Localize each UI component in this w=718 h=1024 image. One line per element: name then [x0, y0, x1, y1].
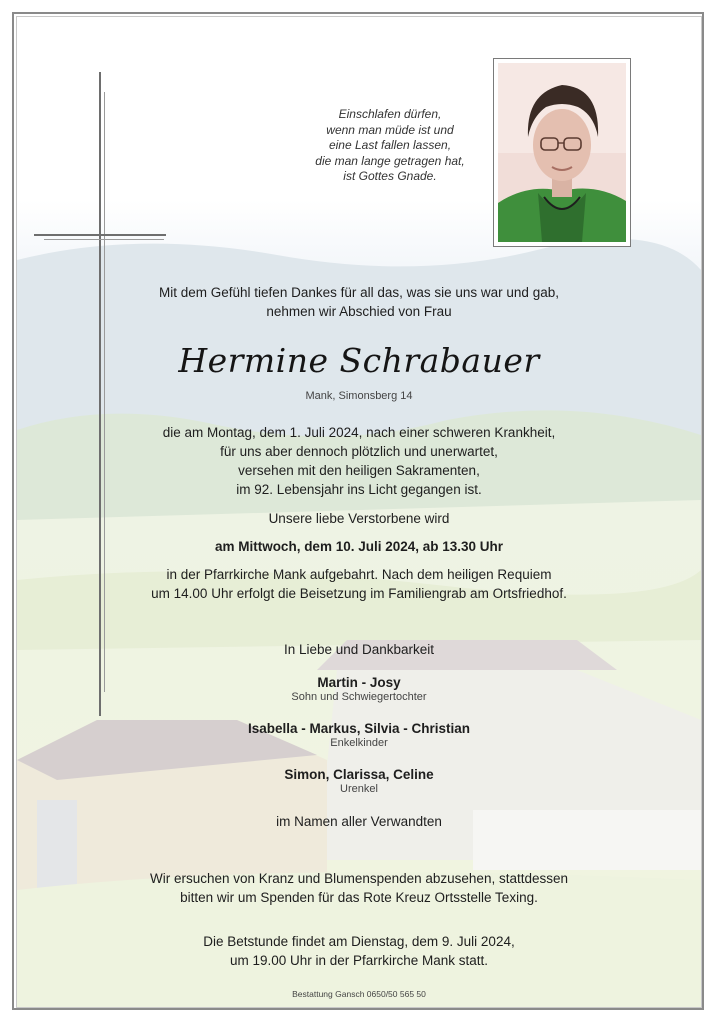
- intro-line: Mit dem Gefühl tiefen Dankes für all das, was sie uns war und gab,: [159, 285, 559, 300]
- prayer-text: [0, 932, 718, 970]
- intro-text: [0, 283, 718, 321]
- viewing-date: am Mittwoch, dem 10. Juli 2024, ab 13.30 Uhr: [214, 539, 504, 554]
- intro-line: nehmen wir Abschied von Frau: [266, 304, 452, 319]
- love-intro: In Liebe und Dankbarkeit: [283, 642, 435, 657]
- mourner-names: Martin - Josy: [317, 675, 401, 690]
- deceased-name: Hermine Schrabauer: [178, 341, 540, 380]
- quote-line: ist Gottes Gnade.: [343, 169, 437, 183]
- death-text: [0, 423, 718, 499]
- quote-line: Einschlafen dürfen,: [338, 107, 442, 121]
- death-line: im 92. Lebensjahr ins Licht gegangen ist.: [236, 482, 482, 497]
- prayer-line: Die Betstunde findet am Dienstag, dem 9. Juli 2024,: [203, 934, 515, 949]
- donation-line: bitten wir um Spenden für das Rote Kreuz Ortsstelle Texing.: [180, 890, 538, 905]
- relatives-text: im Namen aller Verwandten: [276, 814, 442, 829]
- death-line: die am Montag, dem 1. Juli 2024, nach einer schweren Krankheit,: [162, 425, 556, 440]
- mourner-names: Simon, Clarissa, Celine: [284, 767, 434, 782]
- quote-line: wenn man müde ist und: [326, 122, 454, 137]
- donation-text: [0, 869, 718, 907]
- prayer-line: um 19.00 Uhr in der Pfarrkirche Mank statt.: [229, 953, 489, 968]
- viewing-line: in der Pfarrkirche Mank aufgebahrt. Nach dem heiligen Requiem: [166, 567, 552, 582]
- cross-horizontal-line: [34, 234, 166, 236]
- viewing-line: um 14.00 Uhr erfolgt die Beisetzung im Familiengrab am Ortsfriedhof.: [151, 586, 567, 601]
- viewing-intro: Unsere liebe Verstorbene wird: [268, 511, 450, 526]
- funeral-home-footer: Bestattung Gansch 0650/50 565 50: [292, 989, 426, 999]
- mourner-relation: Enkelkinder: [330, 737, 388, 749]
- quote: [290, 107, 490, 185]
- viewing-text: [0, 565, 718, 603]
- donation-line: Wir ersuchen von Kranz und Blumenspenden abzusehen, stattdessen: [149, 871, 568, 886]
- mourner-relation: Urenkel: [340, 783, 378, 795]
- death-line: versehen mit den heiligen Sakramenten,: [238, 463, 480, 478]
- mourner-relation: Sohn und Schwiegertochter: [291, 691, 427, 703]
- portrait-photo: [493, 58, 631, 247]
- quote-line: die man lange getragen hat,: [315, 153, 465, 168]
- mourner-names: Isabella - Markus, Silvia - Christian: [247, 721, 471, 736]
- quote-line: eine Last fallen lassen,: [328, 138, 452, 152]
- cross-horizontal-line-thin: [44, 239, 164, 240]
- portrait-image: [498, 63, 626, 242]
- death-line: für uns aber dennoch plötzlich und unerwartet,: [220, 444, 498, 459]
- address: Mank, Simonsberg 14: [305, 390, 413, 402]
